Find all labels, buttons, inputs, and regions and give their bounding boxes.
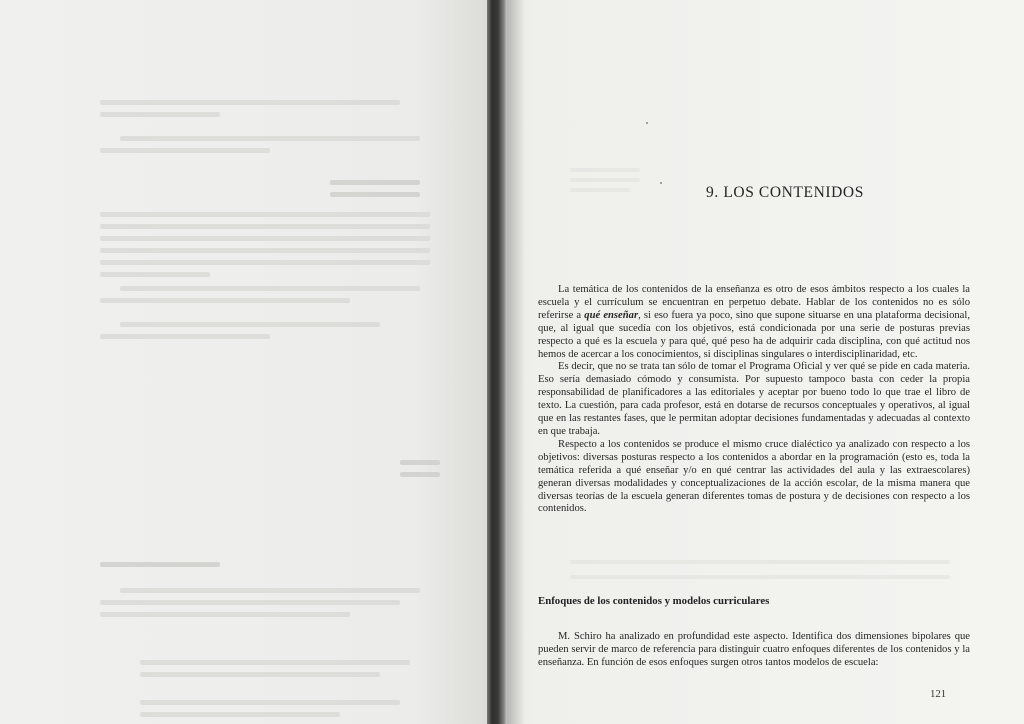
- paragraph-2: Es decir, que no se trata tan sólo de tomar el Programa Oficial y ver qué se pide en cada materia. Eso sería demasiado cómodo y consumista. Por supuesto tampoco basta con ceder la propia responsabilidad de planificadores a las editoriales y aceptar por bueno todo lo que trae el libro de texto. La cuestión, para cada profesor, está en dotarse de recursos conceptuales y operativos, al igual que en las restantes fases, que le permitan adoptar decisiones fundamentadas y adecuadas al contexto en que trabaja.: [538, 361, 970, 437]
- paragraph-1-start: La temática de los contenidos de la enseñanza es otro de esos ámbitos respecto a los cuales la escuela y el currículum se encuentran en perpetuo debate. Hablar de los contenidos no es sólo referirse a: [538, 284, 970, 321]
- page-number: 121: [930, 688, 947, 700]
- page-speck: [646, 122, 648, 124]
- paragraph-1-emphasis: qué enseñar: [584, 309, 639, 321]
- paragraph-1-end: , si eso fuera ya poco, sino que supone situarse en una plataforma decisional, que, al igual que sucedía con los objetivos, está condicionada por una serie de posturas previas respecto a qué es la escuela y para qué, qué peso ha de adquirir cada disciplina, con qué actitud nos hemos de acercar a los conocimientos, si disciplinas singulares o interdisciplinaridad, etc.: [538, 309, 970, 360]
- section-paragraph: M. Schiro ha analizado en profundidad este aspecto. Identifica dos dimensiones bipolares que pueden servir de marco de referencia para distinguir cuatro enfoques diferentes de los contenidos y la enseñanza. En función de esos enfoques surgen otros tantos modelos de escuela:: [538, 631, 970, 668]
- right-page: [510, 0, 1024, 724]
- section-text: [538, 631, 970, 670]
- left-page-faded: [0, 0, 487, 724]
- paragraph-3: Respecto a los contenidos se produce el mismo cruce dialéctico ya analizado con respecto a los objetivos: diversas posturas respecto a los contenidos a abordar en la programación (esto es, toda la temática referida a qué enseñar y/o en qué centrar las actividades del aula y las extraescolares) generan diversas modalidades y conceptualizaciones de la acción escolar, de la misma manera que diversas teorías de la escuela generan diferentes tomas de postura y de decisiones con respecto a los contenidos.: [538, 438, 970, 515]
- section-heading: Enfoques de los contenidos y modelos curriculares: [538, 595, 770, 607]
- book-binding-gutter: [487, 0, 507, 724]
- paragraph-1: [538, 284, 970, 361]
- body-text: [538, 284, 970, 516]
- chapter-title: 9. LOS CONTENIDOS: [706, 184, 864, 201]
